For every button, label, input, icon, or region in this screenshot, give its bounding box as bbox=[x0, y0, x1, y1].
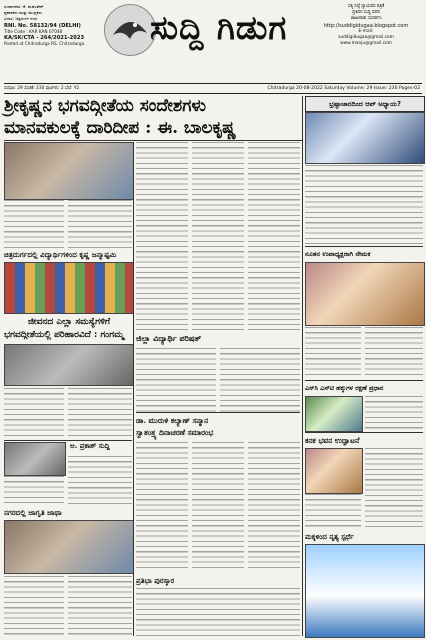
subhead: ಜೀವನದ ಎಲ್ಲಾ ಸಮಸ್ಯೆಗಳಿಗೆ bbox=[28, 317, 111, 327]
subhead: ಪ್ರತಿಭಾ ಪುರಸ್ಕಾರ bbox=[136, 576, 175, 585]
article-text bbox=[4, 576, 64, 636]
article-text bbox=[192, 442, 244, 572]
article-text bbox=[305, 327, 361, 379]
article-text bbox=[365, 396, 423, 430]
blog-link[interactable]: http://suddigidugaa.blogspot.com bbox=[323, 22, 409, 29]
masthead-right-info bbox=[310, 4, 422, 47]
column-rule bbox=[133, 142, 134, 636]
person-photo bbox=[305, 396, 363, 432]
email-label: E-mail: bbox=[358, 28, 374, 34]
tagline: ಪ್ರತಿದಿನ ಸುದ್ದಿ ವರದಿ bbox=[352, 10, 380, 16]
article-text bbox=[136, 142, 188, 330]
subhead: ಎಸ್‌ಸಿ ಎಸ್‌ಟಿ ಹಕ್ಕುಗಳ ರಕ್ಷಣೆ ಪ್ರಧಾನ bbox=[305, 384, 384, 392]
subhead: ನಗರದಲ್ಲಿ ಜಾಗೃತಿ ಜಾಥಾ bbox=[4, 508, 62, 517]
email-address[interactable]: suddigidugaa@gmail.com bbox=[338, 35, 394, 41]
postal-reg: KA/SK/CTA - 264/2021-2023 bbox=[4, 35, 85, 42]
article-text-right1 bbox=[305, 165, 423, 245]
dateline-left: ಸಂಪುಟ: 29 ಸಂಚಿಕೆ: 230 ಪುಟಗಳು: 2 ಬೆಲೆ: ₹2 bbox=[4, 86, 80, 91]
publisher-line: ಸಂಪಾದಕರು: ಕೆ. ಮಹಂತೇಶ್ bbox=[4, 4, 44, 9]
posted-at: Posted at Chitradurga RS. Chitradurga bbox=[4, 41, 85, 47]
email-address[interactable]: www.manju@gmail.com bbox=[340, 41, 392, 47]
title-code: Title Code : KAR KAN 07048 bbox=[4, 28, 63, 34]
event-photo bbox=[4, 142, 134, 200]
column-rule bbox=[302, 96, 303, 636]
article-text bbox=[68, 388, 132, 440]
right-box-headline: ಭ್ರಷ್ಟಾಚಾರದಿಂದ ಆಪ್ ಅಧ್ಯಾಯ? bbox=[305, 96, 425, 112]
logo-emblem bbox=[104, 4, 156, 56]
auditorium-photo bbox=[4, 344, 134, 386]
article-text bbox=[220, 348, 300, 412]
section-rule bbox=[305, 246, 423, 247]
article-text bbox=[192, 142, 244, 330]
subhead: ಸ್ವಾತಂತ್ರ್ಯ ದಿನಾಚರಣೆ ಸಮಾರಂಭ bbox=[136, 428, 214, 437]
subhead: ನೂತನ ಉಪಾಧ್ಯಕ್ಷರಾಗಿ ನೇಮಕ bbox=[305, 250, 371, 258]
main-headline-line2: ಮಾನವಕುಲಕ್ಕೆ ದಾರಿದೀಪ : ಈ. ಬಾಲಕೃಷ್ಣ bbox=[4, 118, 237, 138]
publisher-line: ಪ್ರಕಾಶಕರು ಮತ್ತು ಮುದ್ರಕರು bbox=[4, 10, 43, 16]
subhead: ಅ. ಪ್ರಕಾಶ್ ಸುದ್ದಿ bbox=[70, 442, 110, 450]
tagline: ಜಾಹೀರಾತು ಸಂಪರ್ಕಿಸಿ bbox=[350, 16, 382, 22]
subhead: ಡಾ. ಮುರುಳಿ ಕಲ್ಯಾಣ್ ಸನ್ಮಾನ bbox=[136, 416, 209, 425]
portrait-photo bbox=[305, 262, 425, 326]
subhead: ಜಿಲ್ಲಾ ವಿದ್ಯಾರ್ಥಿ ಪರಿಷತ್ bbox=[136, 333, 202, 343]
subhead: ಕನಕ ಭವನ ಉದ್ಘಾಟನೆ bbox=[305, 436, 360, 445]
article-text bbox=[136, 348, 216, 412]
rni-number: RNI. No. 58132/94 (DELHI) bbox=[4, 22, 81, 29]
dance-photo bbox=[305, 544, 425, 638]
article-text bbox=[136, 442, 188, 572]
publisher-line: ವಿಳಾಸ: ಚಿತ್ರದುರ್ಗ ನಗರ bbox=[4, 16, 38, 22]
section-rule bbox=[136, 412, 300, 413]
masthead bbox=[0, 0, 426, 94]
article-text bbox=[365, 327, 423, 379]
person-photo bbox=[305, 448, 363, 494]
subhead: ಮಕ್ಕಳಿಂದ ನೃತ್ಯ ಸ್ಪರ್ಧೆ bbox=[305, 532, 354, 541]
article-text bbox=[68, 456, 132, 506]
subhead: ಭಗವದ್ಗೀತೆಯಲ್ಲಿ ಪರಿಹಾರವಿದೆ : ಗಂಗಮ್ಮ bbox=[4, 330, 124, 340]
section-rule bbox=[305, 432, 423, 433]
masthead-left-info bbox=[4, 4, 96, 47]
newspaper-title: ಸುದ್ದಿ ಗಿಡುಗ bbox=[150, 8, 288, 47]
tagline: ಸತ್ಯ ನಿಷ್ಠೆ ನ್ಯಾಯಪರ ಪತ್ರಿಕೆ bbox=[347, 4, 385, 9]
section-rule bbox=[305, 380, 423, 381]
section-rule bbox=[4, 440, 132, 441]
article-text bbox=[4, 200, 64, 248]
article-text bbox=[68, 200, 132, 248]
article-text bbox=[136, 588, 300, 636]
article-text bbox=[4, 476, 64, 506]
politics-photo bbox=[305, 112, 425, 164]
article-text bbox=[248, 142, 300, 330]
main-headline-line1: ಶ್ರೀಕೃಷ್ಣನ ಭಗವದ್ಗೀತೆಯ ಸಂದೇಶಗಳು bbox=[4, 96, 207, 116]
article-text bbox=[4, 388, 64, 440]
person-photo bbox=[4, 442, 66, 476]
rally-photo bbox=[4, 520, 134, 574]
section-rule bbox=[4, 140, 302, 141]
article-text bbox=[68, 576, 132, 636]
students-photo bbox=[4, 262, 134, 314]
article-text bbox=[305, 494, 361, 528]
dateline-right: Chitradurga 20-08-2022 Saturday Volume: 29 Issue: 230 Pages-02 bbox=[267, 86, 420, 91]
dateline bbox=[4, 83, 422, 94]
article-text bbox=[248, 442, 300, 572]
subhead: ಚಿತ್ರದುರ್ಗದಲ್ಲಿ ವಿದ್ಯಾರ್ಥಿಗಳಿಂದ ಕೃಷ್ಣ ಜನ್ಮಾಷ್ಟಮಿ bbox=[4, 250, 117, 259]
article-text bbox=[365, 448, 423, 528]
